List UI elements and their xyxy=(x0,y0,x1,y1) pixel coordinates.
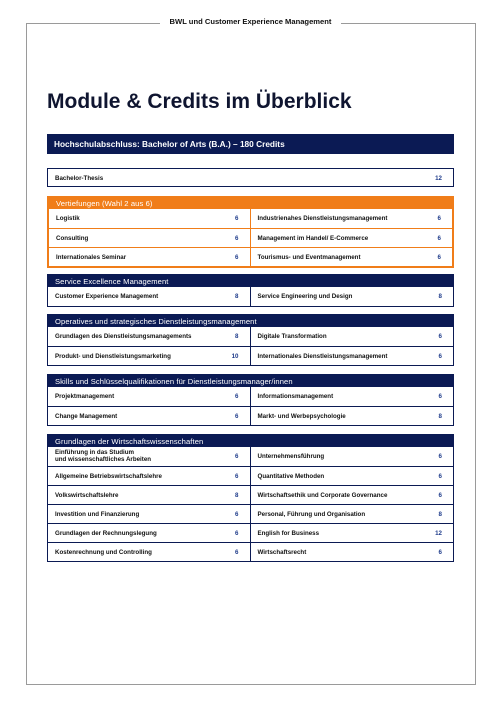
module-row xyxy=(48,542,453,561)
module-credits: 6 xyxy=(438,353,442,360)
frame-top-line-left xyxy=(26,23,160,24)
module-cell xyxy=(251,543,454,561)
module-credits: 10 xyxy=(231,353,239,360)
module-name: Consulting xyxy=(56,235,89,242)
module-name: Internationales Seminar xyxy=(56,254,127,261)
module-credits: 6 xyxy=(235,254,239,261)
module-credits: 6 xyxy=(235,453,239,460)
module-cell xyxy=(48,347,251,365)
module-row xyxy=(49,209,452,228)
module-cell xyxy=(48,407,251,425)
module-row xyxy=(48,447,453,466)
module-section xyxy=(47,434,454,562)
module-cell xyxy=(48,524,251,542)
module-name: Personal, Führung und Organisation xyxy=(257,511,366,518)
module-name: Produkt- und Dienstleistungsmarketing xyxy=(55,353,171,360)
module-cell xyxy=(251,347,454,365)
module-cell xyxy=(251,327,454,346)
module-credits: 8 xyxy=(235,293,239,300)
degree-banner: Hochschulabschluss: Bachelor of Arts (B.A.) – 180 Credits xyxy=(47,134,454,154)
frame-top-line-right xyxy=(341,23,476,24)
module-name: Allgemeine Betriebswirtschaftslehre xyxy=(55,473,162,480)
module-credits: 6 xyxy=(235,530,239,537)
module-name: Grundlagen der Rechnungslegung xyxy=(55,530,157,537)
module-row xyxy=(48,327,453,346)
module-cell xyxy=(49,229,251,247)
module-credits: 8 xyxy=(438,511,442,518)
module-section xyxy=(47,374,454,426)
module-credits: 6 xyxy=(438,333,442,340)
module-name: Einführung in das Studium und wissenschaftliches Arbeiten xyxy=(55,449,152,463)
module-cell xyxy=(48,387,251,406)
module-cell xyxy=(48,447,251,466)
module-name: Digitale Transformation xyxy=(257,333,327,340)
module-name: Investition und Finanzierung xyxy=(55,511,140,518)
module-credits: 6 xyxy=(437,235,441,242)
module-credits: 6 xyxy=(235,413,239,420)
module-credits: 6 xyxy=(438,492,442,499)
module-credits: 6 xyxy=(438,453,442,460)
module-row xyxy=(49,228,452,247)
page-title: Module & Credits im Überblick xyxy=(47,90,352,113)
module-name: Change Management xyxy=(55,413,118,420)
thesis-row xyxy=(47,168,454,187)
module-row xyxy=(48,504,453,523)
module-credits: 6 xyxy=(235,549,239,556)
module-cell xyxy=(251,467,454,485)
module-cell xyxy=(251,287,454,306)
module-cell xyxy=(251,248,453,266)
module-name: Wirtschaftsrecht xyxy=(257,549,307,556)
module-name: Management im Handel/ E-Commerce xyxy=(257,235,369,242)
module-row xyxy=(48,287,453,306)
module-row xyxy=(48,466,453,485)
module-credits: 6 xyxy=(438,549,442,556)
module-credits: 6 xyxy=(438,393,442,400)
module-section xyxy=(47,274,454,307)
module-cell xyxy=(49,209,251,228)
module-row xyxy=(49,247,452,266)
module-section xyxy=(47,314,454,366)
section-title: Operatives und strategisches Dienstleistungsmanagement xyxy=(48,315,453,327)
module-name: Markt- und Werbepsychologie xyxy=(257,413,346,420)
module-name: Informationsmanagement xyxy=(257,393,334,400)
module-cell xyxy=(48,467,251,485)
document-header: BWL und Customer Experience Management xyxy=(169,17,332,26)
module-name: Wirtschaftsethik und Corporate Governance xyxy=(257,492,388,499)
module-credits: 8 xyxy=(235,492,239,499)
module-cell xyxy=(48,505,251,523)
module-row xyxy=(48,485,453,504)
module-cell xyxy=(251,229,453,247)
module-credits: 6 xyxy=(235,473,239,480)
module-cell xyxy=(49,248,251,266)
module-cell xyxy=(251,407,454,425)
module-cell xyxy=(251,524,454,542)
module-cell xyxy=(251,209,453,228)
section-title: Skills und Schlüsselqualifikationen für Dienstleistungsmanager/innen xyxy=(48,375,453,387)
module-cell xyxy=(48,327,251,346)
module-name: English for Business xyxy=(257,530,320,537)
module-name: Service Engineering und Design xyxy=(257,293,353,300)
module-cell xyxy=(251,486,454,504)
module-credits: 12 xyxy=(435,530,442,537)
section-title: Grundlagen der Wirtschaftswissenschaften xyxy=(48,435,453,447)
module-credits: 6 xyxy=(235,235,239,242)
module-credits: 8 xyxy=(438,413,442,420)
module-row xyxy=(48,387,453,406)
module-cell xyxy=(251,505,454,523)
module-name: Grundlagen des Dienstleistungsmanagements xyxy=(55,333,192,340)
module-name: Quantitative Methoden xyxy=(257,473,325,480)
section-title: Service Excellence Management xyxy=(48,275,453,287)
module-credits: 12 xyxy=(435,175,442,182)
module-credits: 8 xyxy=(438,293,442,300)
module-name: Projektmanagement xyxy=(55,393,115,400)
module-name: Industrienahes Dienstleistungsmanagement xyxy=(257,215,388,222)
module-credits: 6 xyxy=(235,393,239,400)
module-cell xyxy=(251,387,454,406)
module-row xyxy=(48,523,453,542)
module-name: Bachelor-Thesis xyxy=(55,175,104,182)
module-credits: 8 xyxy=(235,333,239,340)
module-name: Unternehmensführung xyxy=(257,453,325,460)
module-name: Tourismus- und Eventmanagement xyxy=(257,254,361,261)
module-credits: 6 xyxy=(235,511,239,518)
module-credits: 6 xyxy=(437,215,441,222)
module-name: Volkswirtschaftslehre xyxy=(55,492,119,499)
module-cell xyxy=(48,486,251,504)
module-name: Internationales Dienstleistungsmanagement xyxy=(257,353,388,360)
module-cell xyxy=(251,447,454,466)
section-title: Vertiefungen (Wahl 2 aus 6) xyxy=(49,198,452,209)
module-cell xyxy=(48,543,251,561)
module-section xyxy=(47,196,454,268)
module-credits: 6 xyxy=(438,473,442,480)
module-credits: 6 xyxy=(235,215,239,222)
module-credits: 6 xyxy=(437,254,441,261)
module-row xyxy=(48,346,453,365)
module-row xyxy=(48,406,453,425)
module-name: Kostenrechnung und Controlling xyxy=(55,549,152,556)
module-name: Customer Experience Management xyxy=(55,293,159,300)
module-cell xyxy=(48,287,251,306)
module-name: Logistik xyxy=(56,215,80,222)
